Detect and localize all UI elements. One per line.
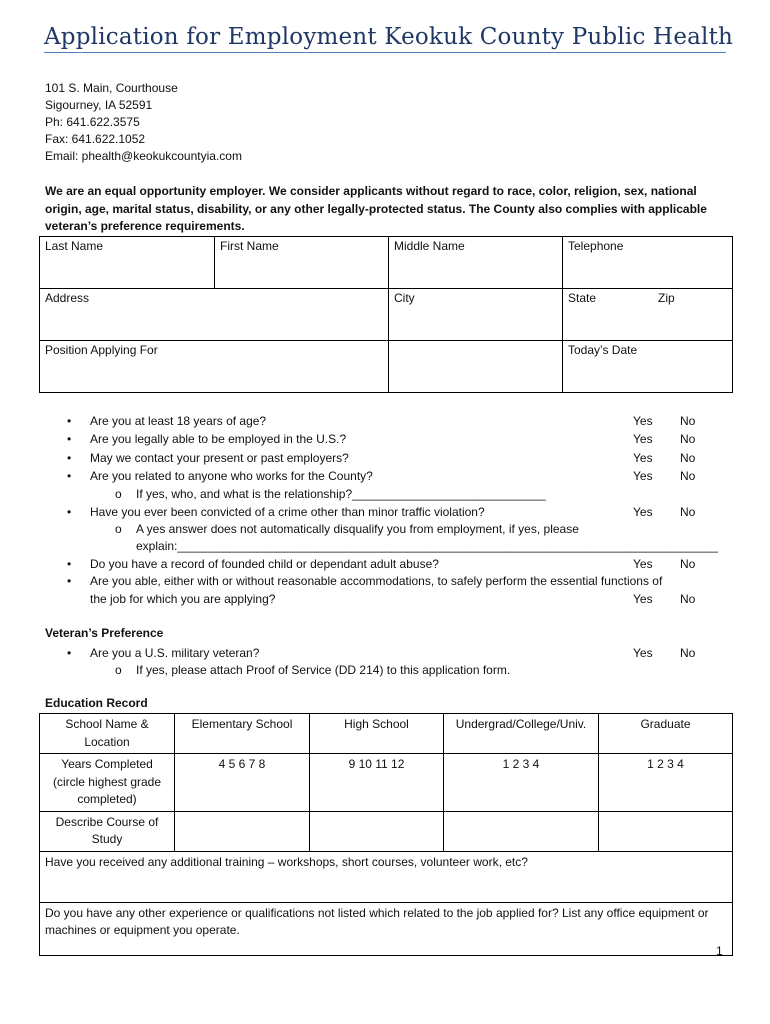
middle-name-field[interactable] [389,237,563,289]
question-contact: • May we contact your present or past employers? Yes No [63,449,753,467]
last-name-label: Last Name [45,239,104,253]
edu-years-highschool[interactable]: 9 10 11 12 [310,754,444,812]
yes-option[interactable]: Yes [633,432,653,447]
no-option[interactable]: No [680,504,696,519]
email-address: Email: phealth@keokukcountyia.com [45,149,242,163]
position-label: Position Applying For [45,343,158,357]
other-experience-field[interactable] [40,902,733,955]
other-experience-label: Do you have any other experience or qualifications not listed which related to the job applied for? List any office equipment or machines or equipment you operate. [45,905,709,937]
page-number: 1 [716,944,723,958]
question-related: • Are you related to anyone who works for the County? Yes No [63,467,753,485]
page-title: Application for Employment Keokuk County Public Health [44,24,726,53]
edu-course-elementary[interactable] [175,811,310,851]
additional-training-label: Have you received any additional training – workshops, short courses, volunteer work, etc? [45,854,528,869]
city-label: City [394,291,415,305]
yes-option[interactable]: Yes [633,556,653,571]
yes-option[interactable]: Yes [633,592,653,607]
todays-date-label: Today’s Date [568,343,638,357]
address-field[interactable] [40,289,389,341]
questions-list [63,412,753,609]
edu-course-college[interactable] [444,811,599,851]
telephone-field[interactable] [563,237,733,289]
education-table [39,713,733,956]
question-related-sub: o If yes, who, and what is the relationship?_____________________________ [115,486,546,501]
address-line2: Sigourney, IA 52591 [45,98,153,112]
address-line1: 101 S. Main, Courthouse [45,81,178,95]
todays-date-field[interactable] [563,341,733,393]
yes-option[interactable]: Yes [633,646,653,660]
edu-years-elementary[interactable]: 4 5 6 7 8 [175,754,310,812]
veterans-heading: Veteran’s Preference [45,626,164,640]
yes-option[interactable]: Yes [633,469,653,484]
no-option[interactable]: No [680,450,696,465]
question-legal: • Are you legally able to be employed in the U.S.? Yes No [63,430,753,448]
no-option[interactable]: No [680,556,696,571]
phone-number: Ph: 641.622.3575 [45,115,140,129]
contact-address-block [45,80,242,165]
last-name-field[interactable] [40,237,215,289]
question-abuse: • Do you have a record of founded child or dependant adult abuse? Yes No [63,555,753,573]
edu-years-label: Years Completed (circle highest grade completed) [40,754,175,812]
state-label: State [568,291,597,305]
city-field[interactable] [389,289,563,341]
question-veteran-sub: o If yes, please attach Proof of Service (DD 214) to this application form. [115,663,511,678]
edu-header-college: Undergrad/College/Univ. [444,714,599,754]
first-name-label: First Name [220,239,279,253]
no-option[interactable]: No [680,592,696,607]
no-option[interactable]: No [680,646,696,660]
question-age: • Are you at least 18 years of age? Yes No [63,412,753,430]
question-crime-sub: o A yes answer does not automatically disqualify you from employment, if yes, please [115,521,579,536]
no-option[interactable]: No [680,469,696,484]
additional-training-field[interactable] [40,851,733,902]
question-crime-explain: explain:_________________________________________________________________________________ [136,538,718,553]
address-label: Address [45,291,90,305]
state-zip-field[interactable] [563,289,733,341]
no-option[interactable]: No [680,432,696,447]
applicant-info-table [39,236,733,393]
question-perform-cont: the job for which you are applying? Yes No [63,590,753,608]
edu-years-graduate[interactable]: 1 2 3 4 [599,754,733,812]
question-veteran: • Are you a U.S. military veteran? Yes No [63,644,753,662]
education-heading: Education Record [45,696,148,710]
edu-course-graduate[interactable] [599,811,733,851]
edu-header-highschool: High School [310,714,444,754]
eoe-statement: We are an equal opportunity employer. We consider applicants without regard to race, color, religion, sex, national origin, age, marital status, disability, or any other legally-protected status. The County also complies with applicable veteran’s preference requirements. [45,184,707,233]
position-field[interactable] [40,341,389,393]
question-perform: • Are you able, either with or without reasonable accommodations, to safely perform the essential functions of [67,574,663,589]
edu-header-elementary: Elementary School [175,714,310,754]
edu-header-graduate: Graduate [599,714,733,754]
yes-option[interactable]: Yes [633,414,653,428]
yes-option[interactable]: Yes [633,450,653,465]
position-extra-field[interactable] [389,341,563,393]
edu-years-college[interactable]: 1 2 3 4 [444,754,599,812]
veterans-list [63,644,753,679]
middle-name-label: Middle Name [394,239,465,253]
edu-course-label: Describe Course of Study [40,811,175,851]
question-crime: • Have you ever been convicted of a crime other than minor traffic violation? Yes No [63,503,753,521]
fax-number: Fax: 641.622.1052 [45,132,146,146]
no-option[interactable]: No [680,414,696,428]
first-name-field[interactable] [215,237,389,289]
telephone-label: Telephone [568,239,624,253]
edu-course-highschool[interactable] [310,811,444,851]
edu-header-school: School Name & Location [40,714,175,754]
zip-label: Zip [658,291,675,305]
yes-option[interactable]: Yes [633,504,653,519]
